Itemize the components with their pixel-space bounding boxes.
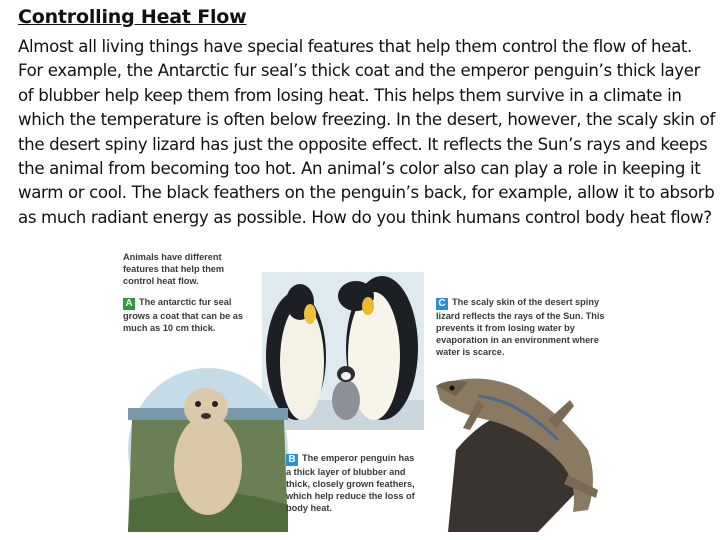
page-title: Controlling Heat Flow: [18, 6, 247, 28]
figure-intro-caption: Animals have different features that help them control heat flow.: [123, 252, 225, 286]
body-paragraph: Almost all living things have special features that help them control the flow of heat. For example, the Antarctic fur seal’s thick coat and the emperor penguin’s thick layer of blubber help keep them from losing heat. This helps them survive in a climate in which the temperature is often below freezing. In the desert, however, the scaly skin of the desert spiny lizard has just the opposite effect. It reflects the Sun’s rays and keeps the animal from becoming too hot. An animal’s color also can play a role in keeping it warm or cool. The black feathers on the penguin’s back, for example, allow it to absorb as much radiant energy as possible. How do you think humans control body heat flow?: [18, 37, 715, 227]
caption-c-badge: C: [436, 298, 448, 310]
caption-b: [286, 452, 416, 514]
caption-a-badge: A: [123, 298, 135, 310]
caption-b-text: The emperor penguin has a thick layer of blubber and thick, closely grown feathers, which help reduce the loss of body heat.: [286, 453, 415, 513]
fur-seal-photo: [128, 368, 288, 532]
spiny-lizard-photo: [436, 378, 598, 532]
caption-a-text: The antarctic fur seal grows a coat that can be as much as 10 cm thick.: [123, 297, 243, 333]
caption-c: [436, 296, 606, 358]
animal-figure: [118, 250, 620, 532]
penguin-photo: [262, 272, 424, 430]
caption-a: [123, 296, 243, 334]
caption-b-badge: B: [286, 454, 298, 466]
caption-c-text: The scaly skin of the desert spiny lizard reflects the rays of the Sun. This prevents it from losing water by evaporation in an environment where water is scarce.: [436, 297, 605, 357]
